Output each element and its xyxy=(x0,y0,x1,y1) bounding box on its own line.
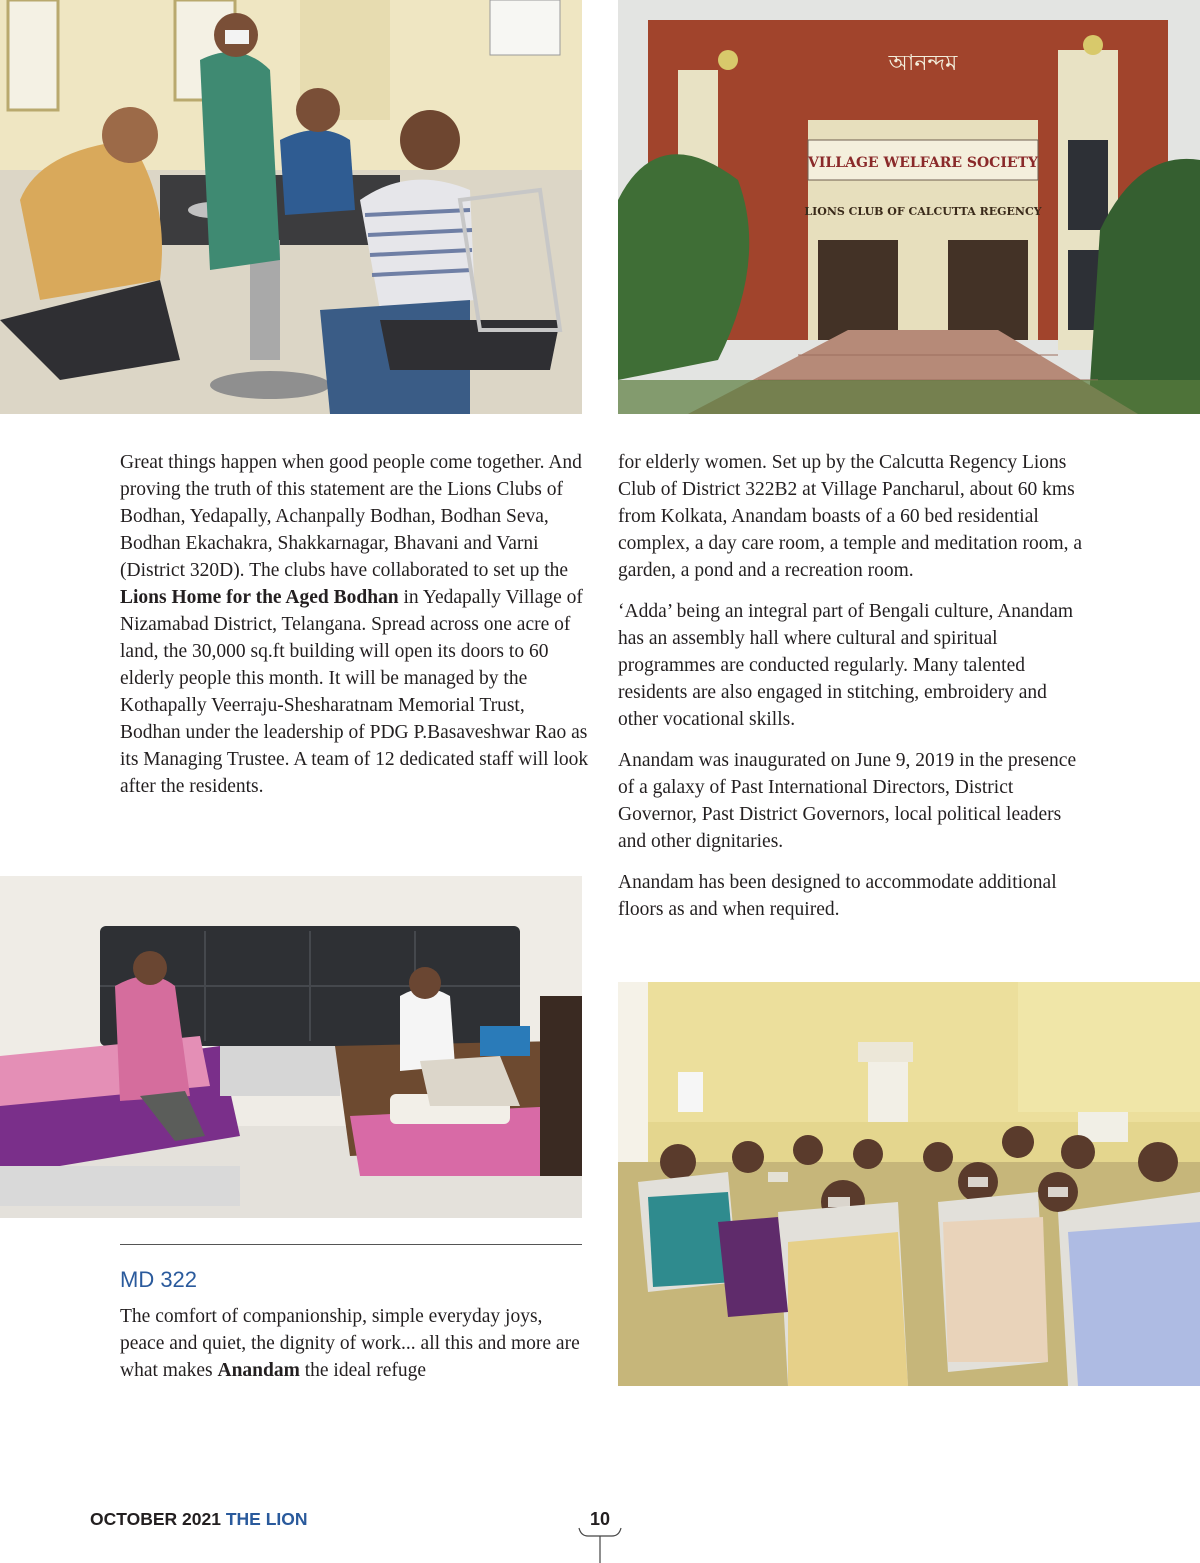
paragraph-1: for elderly women. Set up by the Calcutta Regency Lions Club of District 322B2 at Village Pancharul, about 60 kms from Kolkata, Anandam boasts of a 60 bed residential complex, a day care room, a temple and meditation room, a garden, a pond and a recreation room. xyxy=(618,452,1083,581)
intro-text-b: in Yedapally Village of Nizamabad District, Telangana. Spread across one acre of land, the 30,000 sq.ft building will open its doors to 60 elderly people this month. It will be managed by the Kothapally Veerraju-Shesharatnam Memorial Trust, Bodhan under the leadership of PDG P.Basaveshwar Rao as its Managing Trustee. A team of 12 dedicated staff will look after the residents. xyxy=(120,587,589,797)
md322-paragraph xyxy=(120,1303,590,1384)
footer-issue xyxy=(90,1509,308,1530)
intro-paragraph xyxy=(120,449,590,800)
page-number-bracket-icon xyxy=(576,1526,624,1563)
rooftop-sign-text: আনন্দম xyxy=(888,51,958,76)
paragraph-4: Anandam has been designed to accommodate additional floors as and when required. xyxy=(618,872,1057,920)
section-divider xyxy=(120,1244,582,1245)
photo-assembly-hall xyxy=(618,982,1200,1386)
page-number: 10 xyxy=(589,1509,611,1529)
photo-dining-hall xyxy=(0,0,582,414)
md322-text-b: the ideal refuge xyxy=(299,1360,426,1381)
paragraph-2: ‘Adda’ being an integral part of Bengali culture, Anandam has an assembly hall where cultural and spiritual programmes are conducted regularly. Many talented residents are also engaged in stitching, embroidery and other vocational skills. xyxy=(618,601,1074,730)
article-right-column xyxy=(618,449,1088,937)
photo-anandam-building xyxy=(618,0,1200,414)
footer-magazine: THE LION xyxy=(225,1509,308,1529)
home-name-bold: Lions Home for the Aged Bodhan xyxy=(120,587,399,608)
md322-column xyxy=(120,1303,590,1398)
article-left-column xyxy=(120,449,590,814)
anandam-bold: Anandam xyxy=(217,1360,300,1381)
section-heading: MD 322 xyxy=(120,1267,198,1292)
md322-text-a: The comfort of companionship, simple everyday joys, peace and quiet, the dignity of work... all this and more are what makes xyxy=(120,1306,580,1381)
footer-date: OCTOBER 2021 xyxy=(90,1509,221,1529)
paragraph-3: Anandam was inaugurated on June 9, 2019 in the presence of a galaxy of Past International Directors, District Governor, Past District Governors, local political leaders and other dignitaries. xyxy=(618,750,1077,852)
banner-text: VILLAGE WELFARE SOCIETY xyxy=(808,155,1038,171)
intro-text-a: Great things happen when good people come together. And proving the truth of this statement are the Lions Clubs of Bodhan, Yedapally, Achanpally Bodhan, Bodhan Seva, Bodhan Ekachakra, Shakkarnagar, Bhavani and Varni (District 320D). The clubs have collaborated to set up the xyxy=(120,452,582,581)
club-sign-text: LIONS CLUB OF CALCUTTA REGENCY xyxy=(804,205,1042,218)
photo-bedroom xyxy=(0,876,582,1218)
